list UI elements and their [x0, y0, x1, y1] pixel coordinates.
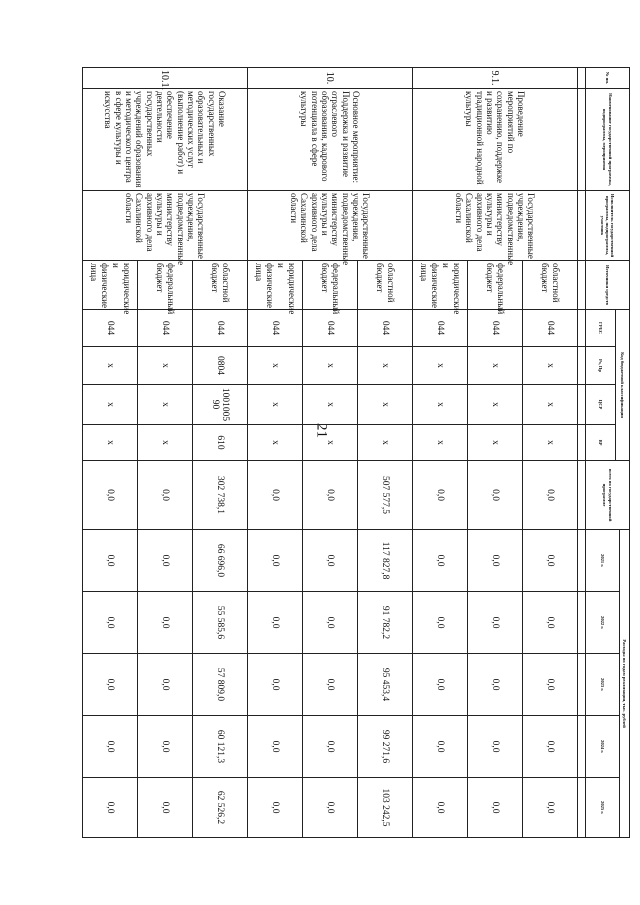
- year-cell: 0,0: [303, 716, 358, 778]
- year-cell: 0,0: [468, 654, 523, 716]
- vr-cell: x: [413, 425, 468, 461]
- header-total: всего по государственной программе: [586, 461, 630, 530]
- total-cell: 0,0: [83, 461, 138, 530]
- grbs-cell: 044: [193, 310, 248, 347]
- header-source: Источники средств: [586, 261, 630, 310]
- year-cell: 0,0: [468, 530, 523, 592]
- year-cell: 0,0: [413, 716, 468, 778]
- grbs-cell: 044: [83, 310, 138, 347]
- year-cell: 0,0: [303, 592, 358, 654]
- grbs-cell: 044: [468, 310, 523, 347]
- year-cell: 0,0: [523, 716, 578, 778]
- funding-source: юридические и физические лица: [413, 261, 468, 310]
- funding-source: федеральный бюджет: [138, 261, 193, 310]
- year-cell: 0,0: [468, 778, 523, 838]
- table-row: [358, 68, 413, 838]
- header-year: 2025 г.: [586, 778, 620, 838]
- grbs-cell: 044: [248, 310, 303, 347]
- rzpr-cell: x: [468, 347, 523, 385]
- funding-source: федеральный бюджет: [303, 261, 358, 310]
- rzpr-cell: x: [83, 347, 138, 385]
- rzpr-cell: x: [248, 347, 303, 385]
- executor: Государственные учреждения, подведомственные министерству культуры и архивного дела Сахалинской области: [248, 191, 413, 261]
- total-cell: 0,0: [413, 461, 468, 530]
- vr-cell: x: [358, 425, 413, 461]
- year-cell: 0,0: [413, 778, 468, 838]
- year-cell: 0,0: [83, 716, 138, 778]
- row-number: 10.: [248, 68, 413, 89]
- total-cell: 0,0: [468, 461, 523, 530]
- total-cell: 0,0: [138, 461, 193, 530]
- year-cell: 0,0: [303, 530, 358, 592]
- rzpr-cell: 0804: [193, 347, 248, 385]
- total-cell: 0,0: [303, 461, 358, 530]
- row-number: 9.1.: [413, 68, 578, 89]
- year-cell: 0,0: [138, 778, 193, 838]
- csr-cell: x: [413, 385, 468, 425]
- year-cell: 0,0: [303, 778, 358, 838]
- year-cell: 0,0: [303, 654, 358, 716]
- vr-cell: x: [523, 425, 578, 461]
- grbs-cell: 044: [413, 310, 468, 347]
- header-rzpr: Рз, Пр: [586, 347, 616, 385]
- page-number: 21: [313, 423, 330, 438]
- year-cell: 0,0: [83, 778, 138, 838]
- header-coexec: Исполнитель государственной программы, подпрограммы, участник: [586, 191, 630, 261]
- table-row: [193, 68, 248, 838]
- rotated-table-wrapper: [82, 67, 630, 837]
- total-cell: 507 577,5: [358, 461, 413, 530]
- year-cell: 0,0: [413, 654, 468, 716]
- year-cell: 0,0: [138, 592, 193, 654]
- year-cell: 91 782,2: [358, 592, 413, 654]
- year-cell: 0,0: [248, 778, 303, 838]
- year-cell: 0,0: [413, 530, 468, 592]
- csr-cell: x: [248, 385, 303, 425]
- year-cell: 103 242,5: [358, 778, 413, 838]
- header-grbs: ГРБС: [586, 310, 616, 347]
- rzpr-cell: x: [138, 347, 193, 385]
- csr-cell: 1001005 90: [193, 385, 248, 425]
- year-cell: 0,0: [248, 716, 303, 778]
- rzpr-cell: x: [523, 347, 578, 385]
- header-year: 2022 г.: [586, 592, 620, 654]
- header-kbk: Код бюджетной классификации: [616, 310, 630, 461]
- year-cell: 0,0: [413, 592, 468, 654]
- budget-table: [82, 67, 630, 838]
- rzpr-cell: x: [303, 347, 358, 385]
- funding-source: юридические и физические лица: [248, 261, 303, 310]
- csr-cell: x: [303, 385, 358, 425]
- csr-cell: x: [138, 385, 193, 425]
- year-cell: 0,0: [523, 654, 578, 716]
- rzpr-cell: x: [358, 347, 413, 385]
- year-cell: 0,0: [83, 654, 138, 716]
- measure-name: Основное мероприятие: Поддержка и развитие отраслевого образования, кадрового потенциала в сфере культуры: [248, 89, 413, 191]
- year-cell: 0,0: [248, 592, 303, 654]
- grbs-cell: 044: [358, 310, 413, 347]
- year-cell: 0,0: [523, 592, 578, 654]
- vr-cell: x: [83, 425, 138, 461]
- total-cell: 302 738,1: [193, 461, 248, 530]
- grbs-cell: 044: [138, 310, 193, 347]
- year-cell: 0,0: [83, 592, 138, 654]
- row-number: 10.1.: [83, 68, 248, 89]
- year-cell: 0,0: [138, 654, 193, 716]
- header-year: 2024 г.: [586, 716, 620, 778]
- measure-name: Оказание государственных образовательных и методических услуг (выполнение работ) и обеспечение деятельности государственных учреждений образования и методического центра в сфере культуры и искусства: [83, 89, 248, 191]
- year-cell: 62 526,2: [193, 778, 248, 838]
- header-expenses: Расходы по годам реализации, тыс. рублей: [620, 530, 630, 838]
- csr-cell: x: [83, 385, 138, 425]
- year-cell: 117 827,8: [358, 530, 413, 592]
- year-cell: 0,0: [468, 592, 523, 654]
- year-cell: 0,0: [468, 716, 523, 778]
- table-row: [523, 68, 578, 838]
- total-cell: 0,0: [248, 461, 303, 530]
- vr-cell: 610: [193, 425, 248, 461]
- executor: Государственные учреждения, подведомственные министерству культуры и архивного дела Сахалинской области: [83, 191, 248, 261]
- funding-source: областной бюджет: [358, 261, 413, 310]
- year-cell: 0,0: [83, 530, 138, 592]
- column-number-row: [578, 68, 586, 838]
- header-vr: ВР: [586, 425, 616, 461]
- funding-source: областной бюджет: [523, 261, 578, 310]
- year-cell: 55 585,6: [193, 592, 248, 654]
- total-cell: 0,0: [523, 461, 578, 530]
- header-name: Наименование государственной программы, подпрограммы, мероприятия: [586, 89, 630, 191]
- measure-name: Проведение мероприятий по сохранению, поддержке и развитию традиционной народной культуры: [413, 89, 578, 191]
- year-cell: 66 696,0: [193, 530, 248, 592]
- year-cell: 57 809,0: [193, 654, 248, 716]
- year-cell: 0,0: [138, 716, 193, 778]
- vr-cell: x: [138, 425, 193, 461]
- year-cell: 0,0: [523, 530, 578, 592]
- csr-cell: x: [358, 385, 413, 425]
- funding-source: федеральный бюджет: [468, 261, 523, 310]
- funding-source: областной бюджет: [193, 261, 248, 310]
- header-num: № пп.: [586, 68, 630, 89]
- year-cell: 99 271,6: [358, 716, 413, 778]
- year-cell: 0,0: [248, 654, 303, 716]
- vr-cell: x: [468, 425, 523, 461]
- year-cell: 60 121,3: [193, 716, 248, 778]
- grbs-cell: 044: [523, 310, 578, 347]
- vr-cell: x: [303, 425, 358, 461]
- header-year: 2021 г.: [586, 530, 620, 592]
- header-year: 2023 г.: [586, 654, 620, 716]
- csr-cell: x: [523, 385, 578, 425]
- grbs-cell: 044: [303, 310, 358, 347]
- funding-source: юридические и физические лица: [83, 261, 138, 310]
- rzpr-cell: x: [413, 347, 468, 385]
- header-csr: ЦСР: [586, 385, 616, 425]
- executor: Государственные учреждения, подведомственные министерству культуры и архивного дела Сахалинской области: [413, 191, 578, 261]
- year-cell: 0,0: [248, 530, 303, 592]
- year-cell: 95 453,4: [358, 654, 413, 716]
- csr-cell: x: [468, 385, 523, 425]
- year-cell: 0,0: [523, 778, 578, 838]
- year-cell: 0,0: [138, 530, 193, 592]
- vr-cell: x: [248, 425, 303, 461]
